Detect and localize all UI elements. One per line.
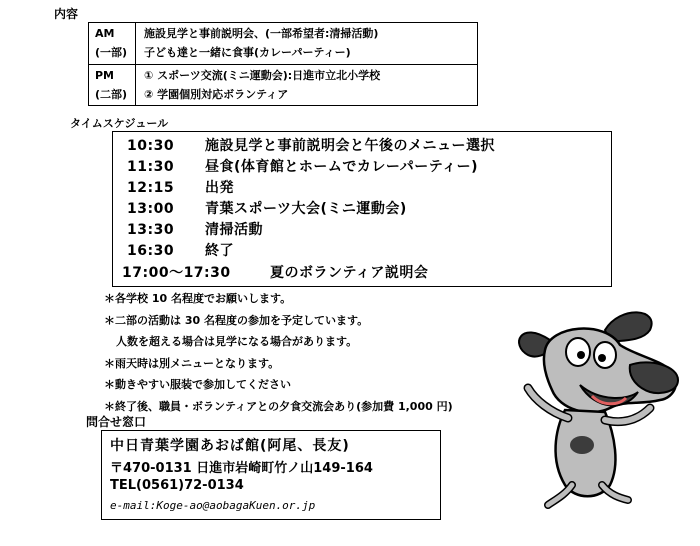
activity-item: ② 学園個別対応ボランティア xyxy=(144,87,289,101)
schedule-time: 12:15 xyxy=(127,180,175,196)
note-item: 人数を超える場合は見学になる場合があります。 xyxy=(116,335,358,348)
schedule-text: 青葉スポーツ大会(ミニ運動会) xyxy=(205,201,407,217)
schedule-text: 施設見学と事前説明会と午後のメニュー選択 xyxy=(205,138,495,154)
period-label: PM xyxy=(95,68,115,82)
note-item: ＊二部の活動は 30 名程度の参加を予定しています。 xyxy=(104,313,369,327)
note-item: ＊終了後、職員・ボランティアとの夕食交流会あり(参加費 1,000 円) xyxy=(104,399,453,413)
items-cell xyxy=(136,23,478,65)
period-label: AM xyxy=(95,27,115,40)
schedule-text: 昼食(体育館とホームでカレーパーティー) xyxy=(205,159,478,175)
schedule-text: 終了 xyxy=(205,243,234,259)
activity-item: ① スポーツ交流(ミニ運動会):日進市立北小学校 xyxy=(144,68,381,82)
table-row xyxy=(89,64,478,106)
period-sublabel: (二部) xyxy=(95,87,128,101)
activity-item: 子ども達と一緒に食事(カレーパーティー) xyxy=(144,46,351,59)
schedule-item xyxy=(127,177,234,197)
content-heading: 内容 xyxy=(54,7,79,21)
schedule-time: 17:00〜17:30 xyxy=(122,265,231,281)
schedule-item xyxy=(127,219,263,239)
activity-item: 施設見学と事前説明会、(一部希望者:清掃活動) xyxy=(144,27,379,40)
contact-tel: TEL(0561)72-0134 xyxy=(110,478,244,493)
schedule-time: 11:30 xyxy=(127,159,175,175)
content-table xyxy=(88,22,478,106)
notes-list xyxy=(104,288,453,417)
contact-name: 中日青葉学園あおば館(阿尾、長友) xyxy=(110,438,350,454)
contact-box xyxy=(101,430,441,520)
schedule-item xyxy=(122,262,428,282)
schedule-item xyxy=(127,135,495,155)
schedule-time: 13:30 xyxy=(127,222,175,238)
cartoon-dog-icon xyxy=(510,300,695,510)
note-item: ＊各学校 10 名程度でお願いします。 xyxy=(104,292,292,305)
contact-address: 〒470-0131 日進市岩崎町竹ノ山149-164 xyxy=(110,461,373,476)
table-row xyxy=(89,23,478,65)
period-cell xyxy=(89,23,136,65)
schedule-text: 夏のボランティア説明会 xyxy=(270,265,429,281)
contact-heading: 問合せ窓口 xyxy=(86,415,147,429)
schedule-item xyxy=(127,156,478,176)
schedule-text: 出発 xyxy=(205,180,234,196)
contact-email[interactable]: e-mail:Koge-ao@aobagaKuen.or.jp xyxy=(110,499,316,512)
items-cell xyxy=(136,64,478,106)
schedule-box xyxy=(112,131,612,287)
schedule-item xyxy=(127,240,234,260)
note-item: ＊雨天時は別メニューとなります。 xyxy=(104,356,280,370)
period-cell xyxy=(89,64,136,106)
note-item: ＊動きやすい服装で参加してください xyxy=(104,378,291,391)
schedule-time: 10:30 xyxy=(127,138,175,154)
schedule-time: 13:00 xyxy=(127,201,175,217)
schedule-text: 清掃活動 xyxy=(205,222,263,238)
period-sublabel: (一部) xyxy=(95,46,128,59)
schedule-item xyxy=(127,198,407,218)
schedule-heading: タイムスケジュール xyxy=(70,117,169,130)
schedule-time: 16:30 xyxy=(127,243,175,259)
